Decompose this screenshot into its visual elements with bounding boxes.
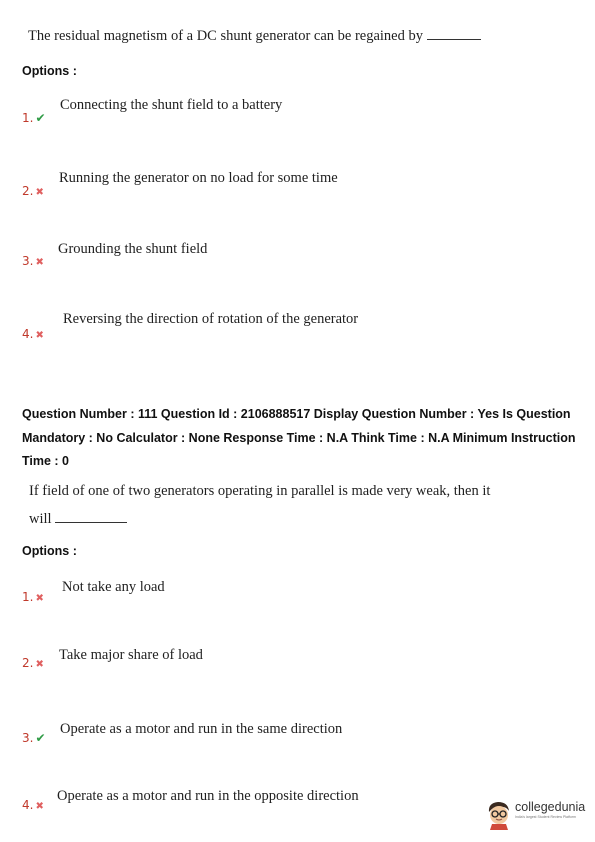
question-1-stem: The residual magnetism of a DC shunt generator can be regained by xyxy=(28,28,423,44)
meta-line: Question Number : 111 Question Id : 2106888517 Display Question Number : Yes Is Question xyxy=(22,407,571,421)
question-2-stem-end: will xyxy=(29,511,52,527)
cross-icon: ✖ xyxy=(35,801,44,812)
collegedunia-logo xyxy=(486,800,585,830)
question-1-text xyxy=(28,27,481,45)
option-text: Grounding the shunt field xyxy=(58,241,208,257)
mascot-icon xyxy=(486,800,512,830)
options-label: Options : xyxy=(22,64,77,78)
option-number: 4. ✖ xyxy=(22,327,44,341)
option-text: Connecting the shunt field to a battery xyxy=(60,97,283,113)
option-text: Take major share of load xyxy=(59,647,203,663)
answer-blank xyxy=(427,27,481,40)
option-text: Running the generator on no load for some time xyxy=(59,170,338,186)
meta-line: Time : 0 xyxy=(22,454,70,468)
logo-tagline: India's largest Student Review Platform xyxy=(515,815,576,819)
option-text: Not take any load xyxy=(62,579,165,595)
check-icon: ✔ xyxy=(35,111,46,125)
cross-icon: ✖ xyxy=(35,593,44,604)
option-number: 3. ✔ xyxy=(22,731,46,745)
option-number: 2. ✖ xyxy=(22,656,44,670)
option-number: 1. ✖ xyxy=(22,590,44,604)
option-number: 3. ✖ xyxy=(22,254,44,268)
cross-icon: ✖ xyxy=(35,659,44,670)
option-number: 1. ✔ xyxy=(22,111,46,125)
question-2-text-line2 xyxy=(29,510,127,528)
cross-icon: ✖ xyxy=(35,330,44,341)
check-icon: ✔ xyxy=(35,731,46,745)
meta-line: Mandatory : No Calculator : None Response Time : N.A Think Time : N.A Minimum Instruction xyxy=(22,430,576,445)
option-text: Reversing the direction of rotation of the generator xyxy=(63,311,359,327)
option-number: 2. ✖ xyxy=(22,184,44,198)
question-meta xyxy=(22,403,582,474)
options-label: Options : xyxy=(22,544,77,558)
answer-blank xyxy=(55,510,127,523)
logo-name: collegedunia xyxy=(515,800,586,814)
question-2-text-line1: If field of one of two generators operating in parallel is made very weak, then it xyxy=(29,483,491,499)
cross-icon: ✖ xyxy=(35,187,44,198)
cross-icon: ✖ xyxy=(35,257,44,268)
option-text: Operate as a motor and run in the same direction xyxy=(60,721,343,737)
option-number: 4. ✖ xyxy=(22,798,44,812)
option-text: Operate as a motor and run in the opposite direction xyxy=(57,788,359,804)
